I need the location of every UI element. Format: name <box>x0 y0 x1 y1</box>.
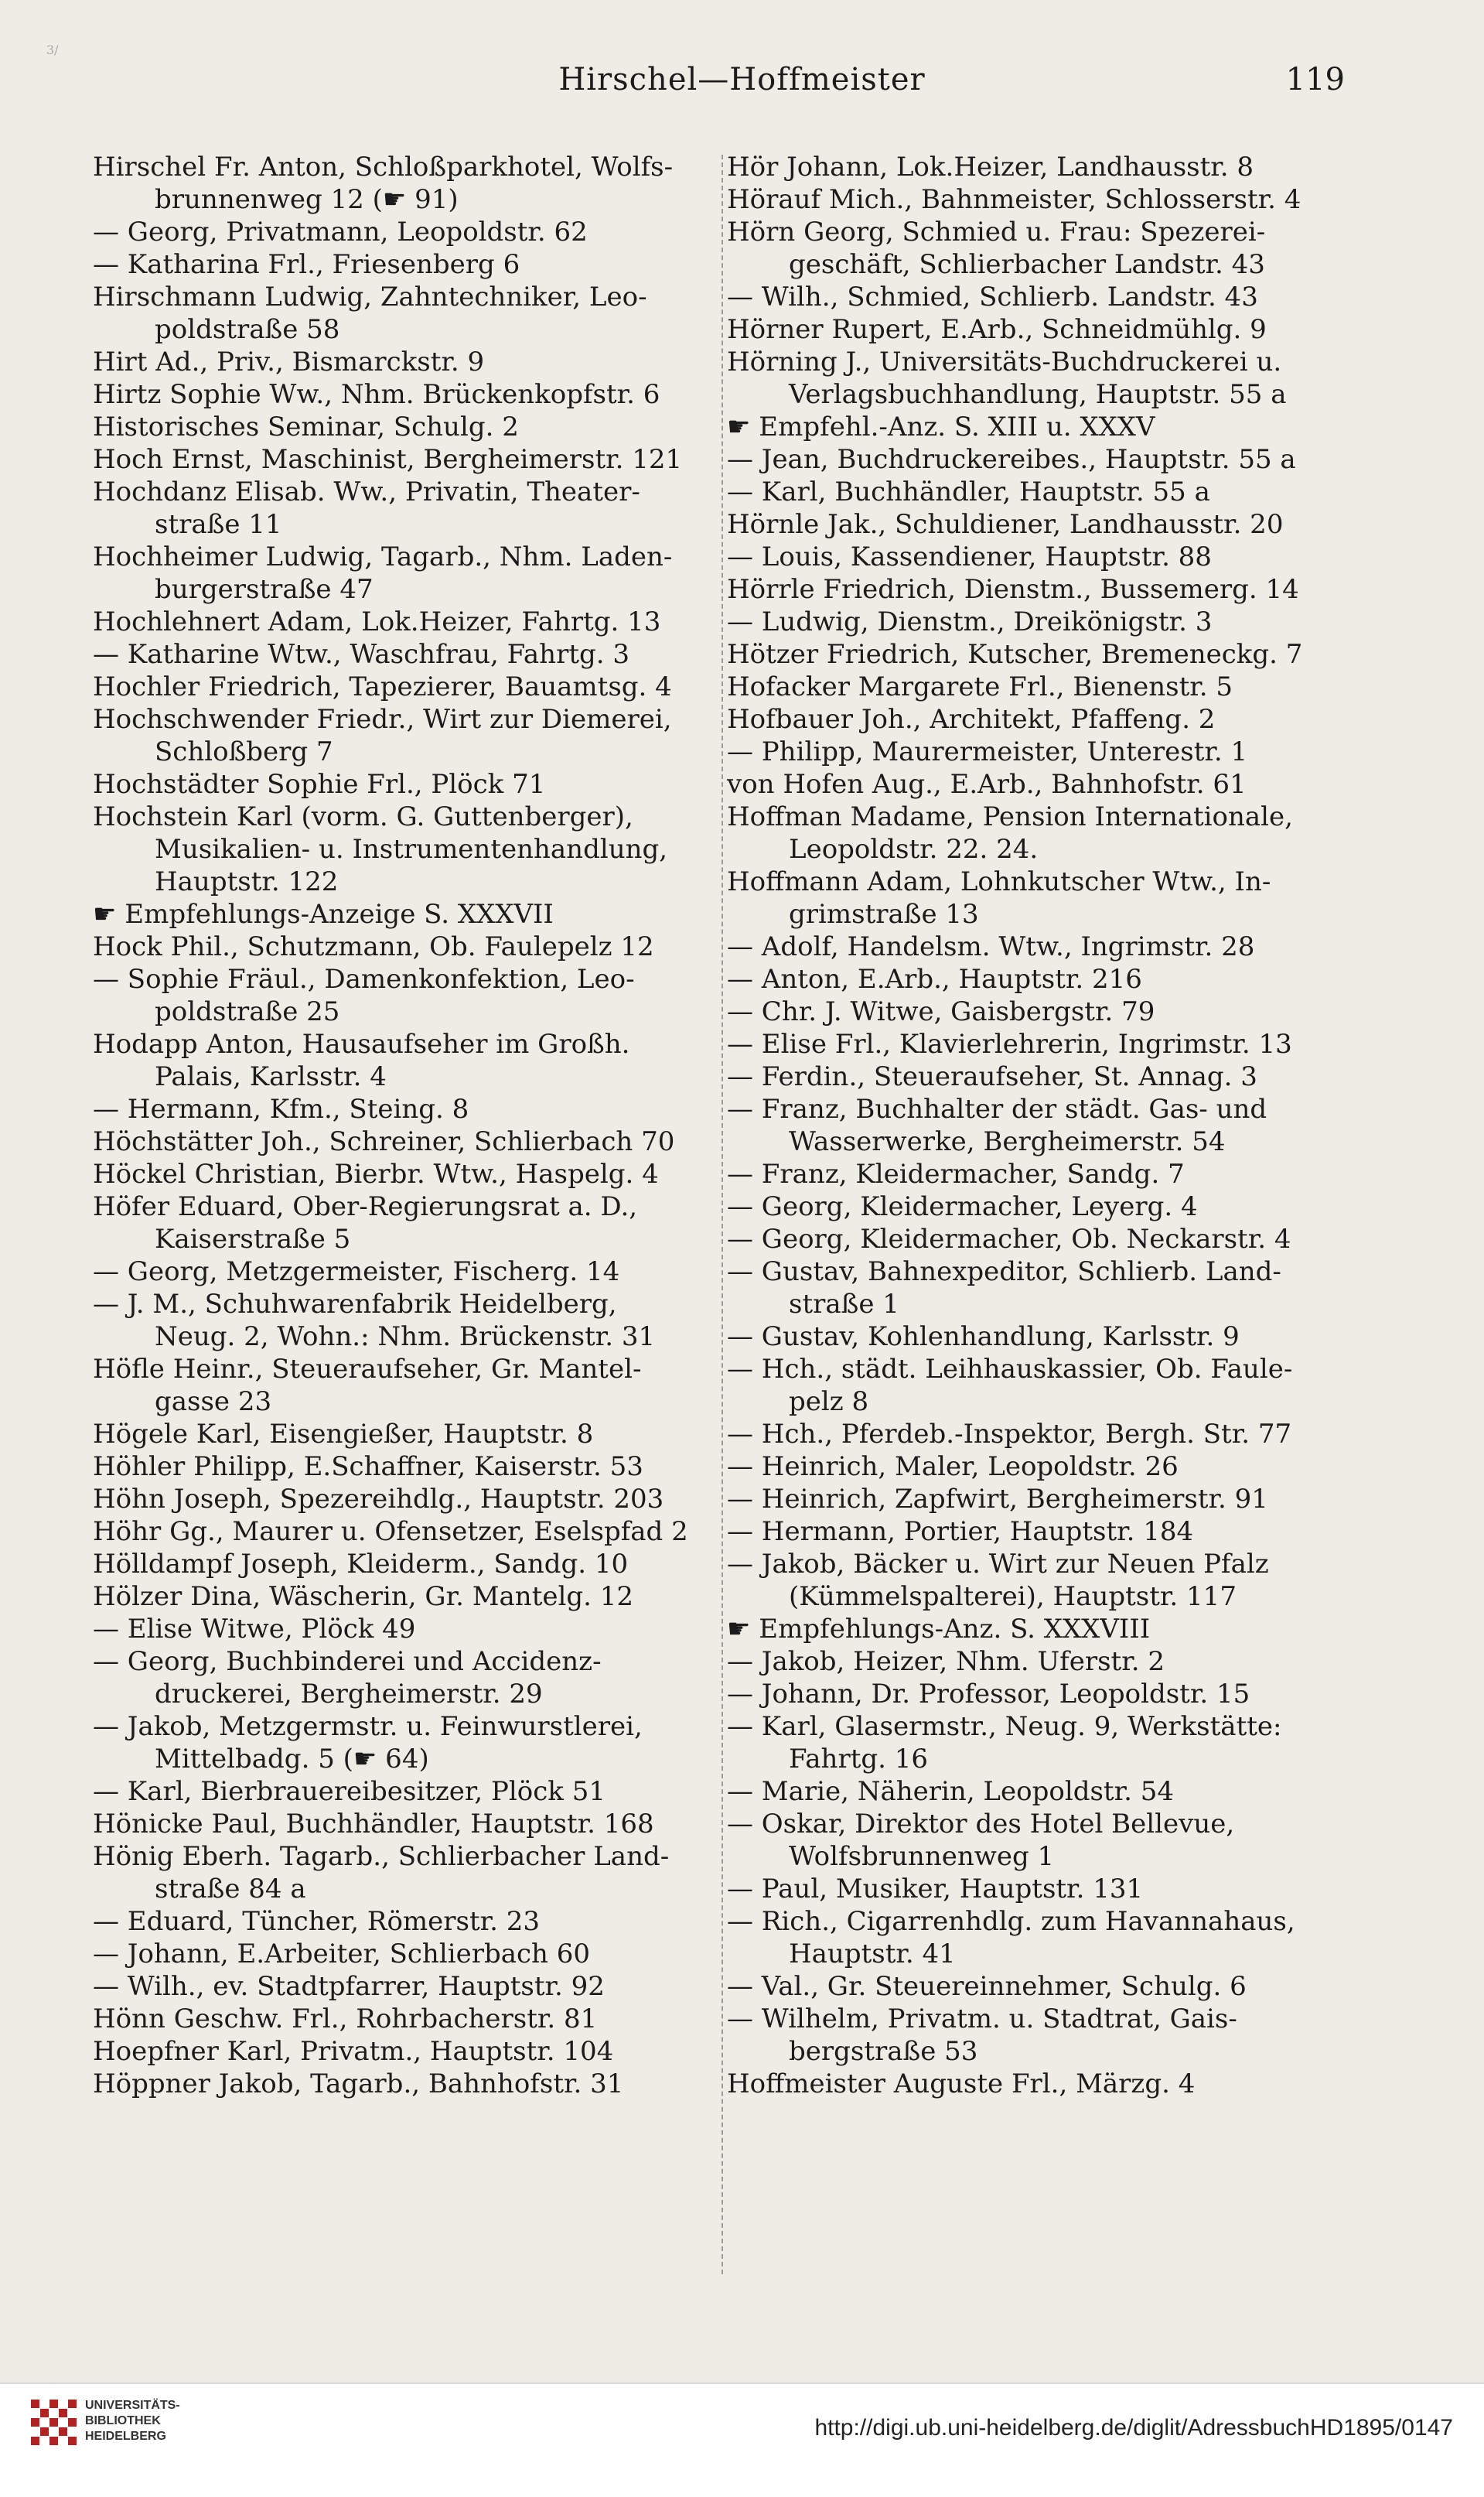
directory-entry-line: gasse 23 <box>155 1386 272 1417</box>
left-column <box>93 151 719 2100</box>
directory-entry-line: von Hofen Aug., E.Arb., Bahnhofstr. 61 <box>727 769 1247 800</box>
directory-entry-line: Hodapp Anton, Hausaufseher im Großh. <box>93 1029 630 1060</box>
directory-entry-line: straße 1 <box>789 1289 899 1320</box>
directory-entry-line: Hochstädter Sophie Frl., Plöck 71 <box>93 769 546 800</box>
directory-entry-line: — Jean, Buchdruckereibes., Hauptstr. 55 a <box>727 444 1296 475</box>
directory-entry-line: — Elise Witwe, Plöck 49 <box>93 1614 416 1645</box>
directory-entry-line: Höckel Christian, Bierbr. Wtw., Haspelg. 4 <box>93 1159 659 1190</box>
directory-entry-line: Höhler Philipp, E.Schaffner, Kaiserstr. 53 <box>93 1451 643 1482</box>
directory-entry-line: Hörner Rupert, E.Arb., Schneidmühlg. 9 <box>727 314 1267 345</box>
directory-entry-line: Hochdanz Elisab. Ww., Privatin, Theater- <box>93 477 640 507</box>
directory-entry-line: Hörnle Jak., Schuldiener, Landhausstr. 20 <box>727 509 1284 540</box>
directory-entry-line: Hörrle Friedrich, Dienstm., Bussemerg. 14 <box>727 574 1299 605</box>
directory-entry-line: — Johann, Dr. Professor, Leopoldstr. 15 <box>727 1679 1250 1710</box>
corner-mark: 3/ <box>46 43 59 57</box>
directory-entry-line: Wasserwerke, Bergheimerstr. 54 <box>789 1126 1226 1157</box>
source-url-link[interactable]: http://digi.ub.uni-heidelberg.de/diglit/AdressbuchHD1895/0147 <box>814 2415 1453 2441</box>
directory-entry-line: bergstraße 53 <box>789 2036 978 2067</box>
directory-entry-line: — Val., Gr. Steuereinnehmer, Schulg. 6 <box>727 1971 1247 2002</box>
directory-entry-line: Hönig Eberh. Tagarb., Schlierbacher Land- <box>93 1841 670 1872</box>
directory-entry-line: — Oskar, Direktor des Hotel Bellevue, <box>727 1809 1235 1839</box>
directory-entry-line: Hörauf Mich., Bahnmeister, Schlosserstr. 4 <box>727 184 1301 215</box>
directory-entry-line: Hochheimer Ludwig, Tagarb., Nhm. Laden- <box>93 541 673 572</box>
directory-entry-line: grimstraße 13 <box>789 899 979 930</box>
directory-entry-line: — Philipp, Maurermeister, Unterestr. 1 <box>727 736 1248 767</box>
directory-entry-line: — Karl, Buchhändler, Hauptstr. 55 a <box>727 477 1210 507</box>
directory-entry-line: Leopoldstr. 22. 24. <box>789 834 1039 865</box>
directory-entry-line: — Gustav, Bahnexpeditor, Schlierb. Land- <box>727 1256 1281 1287</box>
directory-entry-line: Verlagsbuchhandlung, Hauptstr. 55 a <box>789 379 1287 410</box>
directory-entry-line: Hochstein Karl (vorm. G. Guttenberger), <box>93 801 633 832</box>
directory-entry-line: Hock Phil., Schutzmann, Ob. Faulepelz 12 <box>93 931 654 962</box>
directory-entry-line: Mittelbadg. 5 (☛ 64) <box>155 1744 429 1775</box>
directory-entry-line: — Georg, Kleidermacher, Ob. Neckarstr. 4 <box>727 1224 1291 1255</box>
column-divider <box>722 155 723 2274</box>
directory-entry-line: — Gustav, Kohlenhandlung, Karlsstr. 9 <box>727 1321 1240 1352</box>
directory-entry-line: Hötzer Friedrich, Kutscher, Bremeneckg. 7 <box>727 639 1303 670</box>
directory-entry-line: — Georg, Buchbinderei und Accidenz- <box>93 1646 602 1677</box>
directory-entry-line: straße 84 a <box>155 1874 306 1904</box>
directory-entry-line: Höppner Jakob, Tagarb., Bahnhofstr. 31 <box>93 2068 624 2099</box>
directory-entry-line: Hirtz Sophie Ww., Nhm. Brückenkopfstr. 6 <box>93 379 660 410</box>
footer <box>0 2383 1484 2497</box>
directory-entry-line: druckerei, Bergheimerstr. 29 <box>155 1679 543 1710</box>
directory-entry-line: — Rich., Cigarrenhdlg. zum Havannahaus, <box>727 1906 1295 1937</box>
directory-entry-line: burgerstraße 47 <box>155 574 374 605</box>
directory-entry-line: Hochschwender Friedr., Wirt zur Diemerei, <box>93 704 672 735</box>
directory-entry-line: Hirt Ad., Priv., Bismarckstr. 9 <box>93 347 485 377</box>
directory-entry-line: — Hermann, Kfm., Steing. 8 <box>93 1094 469 1125</box>
directory-entry-line: Hoffman Madame, Pension Internationale, <box>727 801 1293 832</box>
directory-entry-line: straße 11 <box>155 509 282 540</box>
directory-entry-line: ☛ Empfehlungs-Anzeige S. XXXVII <box>93 899 554 930</box>
library-logo-icon <box>31 2400 77 2446</box>
directory-entry-line: — Ferdin., Steueraufseher, St. Annag. 3 <box>727 1061 1257 1092</box>
directory-entry-line: — Wilh., Schmied, Schlierb. Landstr. 43 <box>727 282 1258 313</box>
directory-entry-line: Höfer Eduard, Ober-Regierungsrat a. D., <box>93 1191 638 1222</box>
directory-entry-line: — J. M., Schuhwarenfabrik Heidelberg, <box>93 1289 617 1320</box>
directory-entry-line: Hörn Georg, Schmied u. Frau: Spezerei- <box>727 217 1266 248</box>
directory-entry-line: Musikalien- u. Instrumentenhandlung, <box>155 834 668 865</box>
directory-entry-line: Hauptstr. 41 <box>789 1939 956 1969</box>
directory-entry-line: — Johann, E.Arbeiter, Schlierbach 60 <box>93 1939 590 1969</box>
directory-entry-line: geschäft, Schlierbacher Landstr. 43 <box>789 249 1265 280</box>
directory-entry-line: — Chr. J. Witwe, Gaisbergstr. 79 <box>727 996 1155 1027</box>
page-title: Hirschel—Hoffmeister <box>558 62 926 97</box>
directory-entry-line: — Karl, Glasermstr., Neug. 9, Werkstätte: <box>727 1711 1282 1742</box>
directory-entry-line: poldstraße 25 <box>155 996 340 1027</box>
directory-entry-line: Hochler Friedrich, Tapezierer, Bauamtsg. 4 <box>93 671 672 702</box>
directory-entry-line: Hölzer Dina, Wäscherin, Gr. Mantelg. 12 <box>93 1581 633 1612</box>
directory-entry-line: Schloßberg 7 <box>155 736 333 767</box>
directory-entry-line: Högele Karl, Eisengießer, Hauptstr. 8 <box>93 1419 594 1450</box>
directory-entry-line: — Hermann, Portier, Hauptstr. 184 <box>727 1516 1194 1547</box>
directory-entry-line: — Hch., städt. Leihhauskassier, Ob. Faule- <box>727 1354 1293 1385</box>
page-number: 119 <box>1285 62 1345 97</box>
directory-entry-line: — Jakob, Bäcker u. Wirt zur Neuen Pfalz <box>727 1549 1269 1580</box>
directory-entry-line: — Georg, Metzgermeister, Fischerg. 14 <box>93 1256 620 1287</box>
directory-entry-line: — Ludwig, Dienstm., Dreikönigstr. 3 <box>727 606 1213 637</box>
directory-entry-line: Hirschel Fr. Anton, Schloßparkhotel, Wolfs- <box>93 152 674 183</box>
directory-entry-line: — Anton, E.Arb., Hauptstr. 216 <box>727 964 1142 995</box>
directory-entry-line: brunnenweg 12 (☛ 91) <box>155 184 459 215</box>
directory-entry-line: ☛ Empfehlungs-Anz. S. XXXVIII <box>727 1614 1151 1645</box>
library-name-line: UNIVERSITÄTS- <box>85 2399 180 2412</box>
directory-entry-line: — Georg, Kleidermacher, Leyerg. 4 <box>727 1191 1198 1222</box>
directory-entry-line: (Kümmelspalterei), Hauptstr. 117 <box>789 1581 1237 1612</box>
directory-entry-line: Hönicke Paul, Buchhändler, Hauptstr. 168 <box>93 1809 654 1839</box>
directory-entry-line: Höhn Joseph, Spezereihdlg., Hauptstr. 203 <box>93 1484 664 1515</box>
directory-entry-line: Hönn Geschw. Frl., Rohrbacherstr. 81 <box>93 2003 598 2034</box>
directory-entry-line: — Katharine Wtw., Waschfrau, Fahrtg. 3 <box>93 639 630 670</box>
directory-entry-line: — Wilh., ev. Stadtpfarrer, Hauptstr. 92 <box>93 1971 605 2002</box>
library-name-line: HEIDELBERG <box>85 2430 166 2443</box>
directory-entry-line: — Paul, Musiker, Hauptstr. 131 <box>727 1874 1144 1904</box>
directory-entry-line: — Jakob, Metzgermstr. u. Feinwurstlerei, <box>93 1711 643 1742</box>
directory-entry-line: Hoffmeister Auguste Frl., Märzg. 4 <box>727 2068 1196 2099</box>
directory-entry-line: — Franz, Buchhalter der städt. Gas- und <box>727 1094 1267 1125</box>
directory-entry-line: — Sophie Fräul., Damenkonfektion, Leo- <box>93 964 635 995</box>
directory-entry-line: — Adolf, Handelsm. Wtw., Ingrimstr. 28 <box>727 931 1255 962</box>
directory-entry-line: pelz 8 <box>789 1386 869 1417</box>
directory-entry-line: Höchstätter Joh., Schreiner, Schlierbach 70 <box>93 1126 675 1157</box>
library-name-line: BIBLIOTHEK <box>85 2414 161 2427</box>
directory-entry-line: — Karl, Bierbrauereibesitzer, Plöck 51 <box>93 1776 606 1807</box>
directory-entry-line: — Hch., Pferdeb.-Inspektor, Bergh. Str. 77 <box>727 1419 1292 1450</box>
directory-entry-line: Hoch Ernst, Maschinist, Bergheimerstr. 121 <box>93 444 683 475</box>
directory-entry-line: Wolfsbrunnenweg 1 <box>789 1841 1055 1872</box>
directory-entry-line: Fahrtg. 16 <box>789 1744 929 1775</box>
directory-entry-line: Hör Johann, Lok.Heizer, Landhausstr. 8 <box>727 152 1254 183</box>
right-column <box>727 151 1338 2100</box>
directory-entry-line: — Jakob, Heizer, Nhm. Uferstr. 2 <box>727 1646 1165 1677</box>
directory-entry-line: — Georg, Privatmann, Leopoldstr. 62 <box>93 217 588 248</box>
directory-entry-line: Hoffmann Adam, Lohnkutscher Wtw., In- <box>727 866 1271 897</box>
directory-entry-line: — Heinrich, Zapfwirt, Bergheimerstr. 91 <box>727 1484 1268 1515</box>
directory-entry-line: — Heinrich, Maler, Leopoldstr. 26 <box>727 1451 1179 1482</box>
directory-entry-line: — Franz, Kleidermacher, Sandg. 7 <box>727 1159 1185 1190</box>
directory-entry-line: Kaiserstraße 5 <box>155 1224 351 1255</box>
directory-entry-line: Hörning J., Universitäts-Buchdruckerei u. <box>727 347 1282 377</box>
directory-entry-line: Hofacker Margarete Frl., Bienenstr. 5 <box>727 671 1233 702</box>
directory-entry-line: Hauptstr. 122 <box>155 866 339 897</box>
directory-entry-line: Hofbauer Joh., Architekt, Pfaffeng. 2 <box>727 704 1216 735</box>
directory-entry-line: Hirschmann Ludwig, Zahntechniker, Leo- <box>93 282 647 313</box>
directory-entry-line: Höfle Heinr., Steueraufseher, Gr. Mantel- <box>93 1354 642 1385</box>
directory-entry-line: Hochlehnert Adam, Lok.Heizer, Fahrtg. 13 <box>93 606 661 637</box>
directory-entry-line: Hölldampf Joseph, Kleiderm., Sandg. 10 <box>93 1549 629 1580</box>
directory-entry-line: Historisches Seminar, Schulg. 2 <box>93 412 519 442</box>
page-header <box>0 62 1484 108</box>
directory-entry-line: ☛ Empfehl.-Anz. S. XIII u. XXXV <box>727 412 1155 442</box>
directory-entry-line: — Marie, Näherin, Leopoldstr. 54 <box>727 1776 1174 1807</box>
directory-entry-line: — Wilhelm, Privatm. u. Stadtrat, Gais- <box>727 2003 1237 2034</box>
directory-entry-line: Hoepfner Karl, Privatm., Hauptstr. 104 <box>93 2036 614 2067</box>
directory-entry-line: — Eduard, Tüncher, Römerstr. 23 <box>93 1906 541 1937</box>
directory-entry-line: — Katharina Frl., Friesenberg 6 <box>93 249 520 280</box>
directory-entry-line: — Elise Frl., Klavierlehrerin, Ingrimstr. 13 <box>727 1029 1292 1060</box>
directory-entry-line: Neug. 2, Wohn.: Nhm. Brückenstr. 31 <box>155 1321 656 1352</box>
directory-entry-line: Höhr Gg., Maurer u. Ofensetzer, Eselspfad 2 <box>93 1516 688 1547</box>
directory-entry-line: Palais, Karlsstr. 4 <box>155 1061 387 1092</box>
library-name <box>85 2398 180 2444</box>
directory-entry-line: poldstraße 58 <box>155 314 340 345</box>
directory-entry-line: — Louis, Kassendiener, Hauptstr. 88 <box>727 541 1212 572</box>
